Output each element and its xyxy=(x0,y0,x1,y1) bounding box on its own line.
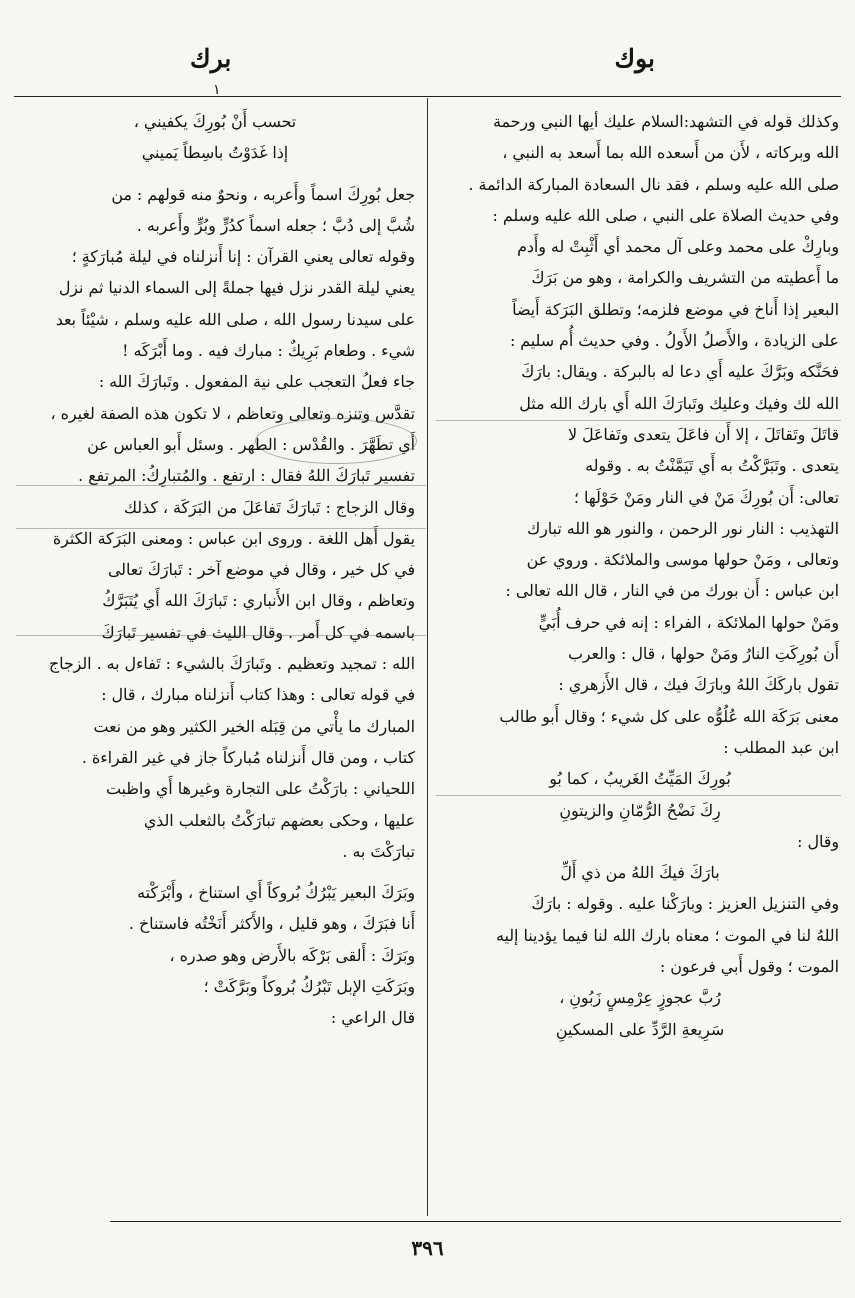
text-line: قال الراعي : xyxy=(330,1008,415,1028)
text-line: التهذيب : النار نور الرحمن ، والنور هو الله تبارك xyxy=(527,518,839,538)
text-line: فحَنَّكه وبَرَّكَ عليه أَي دعا له بالبركة . ويقال: بارَكَ xyxy=(521,362,839,382)
text-line: وفي التنزيل العزيز : وبارَكْنا عليه . وقوله : بارَكَ xyxy=(531,894,839,914)
header-mark: ١ xyxy=(213,82,221,98)
underline-mark xyxy=(436,795,841,796)
text-line: وقوله تعالى يعني القرآن : إنا أَنزلناه في ليلة مُبارَكةٍ ؛ xyxy=(71,247,415,267)
text-line: في قوله تعالى : وهذا كتاب أَنزلناه مبارك ، قال : xyxy=(101,685,415,705)
text-line: جاء فعلُ التعجب على نية المفعول . وتَبارَكَ الله : xyxy=(98,372,415,392)
underline-mark xyxy=(16,485,426,486)
text-line: وفي حديث الصلاة على النبي ، صلى الله عليه وسلم : xyxy=(492,205,839,225)
underline-mark xyxy=(16,635,426,636)
right-column xyxy=(441,106,839,1045)
text-line: المبارك ما يأْتي من قِبَله الخير الكثير وهو من نعت xyxy=(93,716,415,736)
text-line: الموت ؛ وقول أَبي فرعون : xyxy=(659,957,839,977)
text-line: ومَنْ حولها الملائكة ، الفراء : إنه في حرف أُبَيٍّ xyxy=(538,612,839,632)
text-line: جعل بُورِكَ اسماً وأَعربه ، ونحوٌ منه قولهم : من xyxy=(111,184,415,204)
text-line: الله : تمجيد وتعظيم . وتَبارَكَ بالشيء : تَفاءل به . الزجاج xyxy=(48,654,415,674)
text-line: أَي تطَهَّرَ . والقُدْس : الطهر . وسئل أَبو العباس عن xyxy=(87,434,415,454)
text-line: الله لك وفيك وعليك وتَبارَكَ الله أَي بارك الله مثل xyxy=(519,393,839,413)
verse-line: بُورِكَ المَيِّتُ الغَريبُ ، كما بُو xyxy=(549,769,731,789)
text-line: على الزيادة ، والأَصلُ الأَولُ . وفي حديث أُم سليم : xyxy=(509,331,839,351)
underline-mark xyxy=(16,528,426,529)
right-header-title: بوك xyxy=(614,44,655,73)
text-line: وقال الزجاج : تَبارَكَ تَفاعَلَ من البَرَكَة ، كذلك xyxy=(123,497,415,517)
text-line: في كل خير ، وقال في موضع آخر : تَبارَكَ تعالى xyxy=(107,560,415,580)
text-line: يقول أَهل اللغة . وروى ابن عباس : ومعنى البَرَكة الكثرة xyxy=(52,528,415,548)
text-line: اللهُ لنا في الموت ؛ معناه بارك الله لنا فيما يؤدينا إليه xyxy=(496,925,839,945)
text-line: وتعاظم ، وقال ابن الأَنباري : تَبارَكَ الله أَي يُتَبَرَّكُ xyxy=(102,591,415,611)
text-line: البعير إذا أَناخ في موضع فلزمه؛ وتطلق البَرَكة أَيضاً xyxy=(512,299,839,319)
verse-line: رِكَ نَضْحُ الرُّمّانِ والزيتونِ xyxy=(559,800,721,820)
text-line: على سيدنا رسول الله ، صلى الله عليه وسلم ، شيْئاً بعد xyxy=(55,309,415,329)
text-line: وبارِكْ على محمد وعلى آل محمد أي أَثْبِتْ له وأَدم xyxy=(517,237,839,257)
text-line: وكذلك قوله في التشهد:السلام عليك أيها النبي ورحمة xyxy=(492,112,839,131)
page-number: ٣٩٦ xyxy=(411,1236,444,1260)
text-line: تعالى: أَن بُورِكَ مَنْ في النار ومَنْ حَوْلَها ؛ xyxy=(573,487,839,507)
paragraph-gap xyxy=(15,169,415,179)
text-line: تبارَكْتَ به . xyxy=(342,841,415,861)
text-line: قاتَلَ وتَقاتَلَ ، إلا أَن فاعَلَ يتعدى وتَفاعَلَ لا xyxy=(568,424,839,444)
verse-line: إذا غَدَوْتُ باسِطاً يَميني xyxy=(141,143,289,163)
verse-line: تحسب أَنْ بُورِكَ يكفيني ، xyxy=(133,112,297,131)
text-line: وبَرَكَ : أَلقى بَرْكَه بالأَرض وهو صدره ، xyxy=(169,945,415,965)
text-line: كتاب ، ومن قال أَنزلناه مُباركاً جاز في غير القراءة . xyxy=(81,747,415,767)
text-line: ما أَعطيته من التشريف والكرامة ، وهو من بَرَكَ xyxy=(531,268,839,288)
text-line: ابن عباس : أَن بورك من في النار ، قال الله تعالى : xyxy=(505,581,839,601)
footer-rule xyxy=(110,1221,841,1222)
text-line: الله وبركاته ، لأَن من أَسعده الله بما أَسعد به النبي ، xyxy=(502,143,839,163)
text-line: وقال : xyxy=(797,831,839,851)
text-line: تقدَّس وتنزه وتعالى وتعاظم ، لا تكون هذه الصفة لغيره ، xyxy=(50,403,415,423)
verse-line: بارَكَ فيكَ اللهُ من ذي أَلِّ xyxy=(560,863,720,883)
text-line: تقول باركَكَ اللهُ وبارَكَ فيك ، قال الأَزهري : xyxy=(558,675,839,695)
text-line: ابن عبد المطلب : xyxy=(723,737,839,757)
left-column xyxy=(15,106,415,1034)
text-line: عليها ، وحكى بعضهم تبارَكْتُ بالثعلب الذي xyxy=(143,810,415,830)
left-header-title: برك xyxy=(190,44,232,73)
text-line: أَنا فبَرَكَ ، وهو قليل ، والأَكثر أَنَخْتُه فاستناخ . xyxy=(128,914,415,934)
verse-line: سَرِيعةِ الرَّدِّ على المسكينِ xyxy=(555,1019,725,1039)
text-line: أَن بُورِكَتِ النارُ ومَنْ حولها ، قال : والعرب xyxy=(567,644,839,664)
header-rule xyxy=(14,96,841,97)
paragraph-gap xyxy=(15,867,415,877)
text-line: يتعدى . وتَبَرَّكْتُ به أَي تَيَمَّنْتُ به . وقوله xyxy=(585,456,839,476)
pen-circle-mark xyxy=(255,418,417,464)
text-line: باسمه في كل أَمر . وقال الليث في تفسير تَبارَكَ xyxy=(101,622,415,642)
text-line: وبَرَكَ البعير يَبْرُكُ بُروكاً أَي استناخ ، وأَبْرَكْته xyxy=(137,883,415,903)
text-line: صلى الله عليه وسلم ، فقد نال السعادة المباركة الدائمة . xyxy=(468,174,839,194)
text-line: شُبَّ إلى دُبَّ ؛ جعله اسماً كدُرٍّ وبُرٍّ وأَعربه . xyxy=(136,215,415,235)
text-line: شيء . وطعام بَرِيكٌ : مبارك فيه . وما أَبْرَكَه ! xyxy=(122,341,415,361)
text-line: معنى بَرَكَة الله عُلُوُّه على كل شيء ؛ وقال أَبو طالب xyxy=(499,706,839,726)
column-divider xyxy=(427,98,428,1216)
verse-line: رُبَّ عجوزٍ عِرْمِسٍ زَبُونِ ، xyxy=(559,988,721,1008)
underline-mark xyxy=(436,420,841,421)
text-line: تفسير تَبارَكَ اللهُ فقال : ارتفع . والمُتبارِكُ: المرتفع . xyxy=(78,466,415,486)
text-line: وتعالى ، ومَنْ حولها موسى والملائكة . وروي عن xyxy=(526,550,839,570)
text-line: يعني ليلة القدر نزل فيها جملةً إلى السماء الدنيا ثم نزل xyxy=(58,278,415,298)
text-line: اللحياني : بارَكْتُ على التجارة وغيرها أَي واظبت xyxy=(106,779,415,799)
text-line: وبَرَكَتِ الإبل تَبْرُكُ بُروكاً وبَرَّكَتْ ؛ xyxy=(203,977,415,997)
